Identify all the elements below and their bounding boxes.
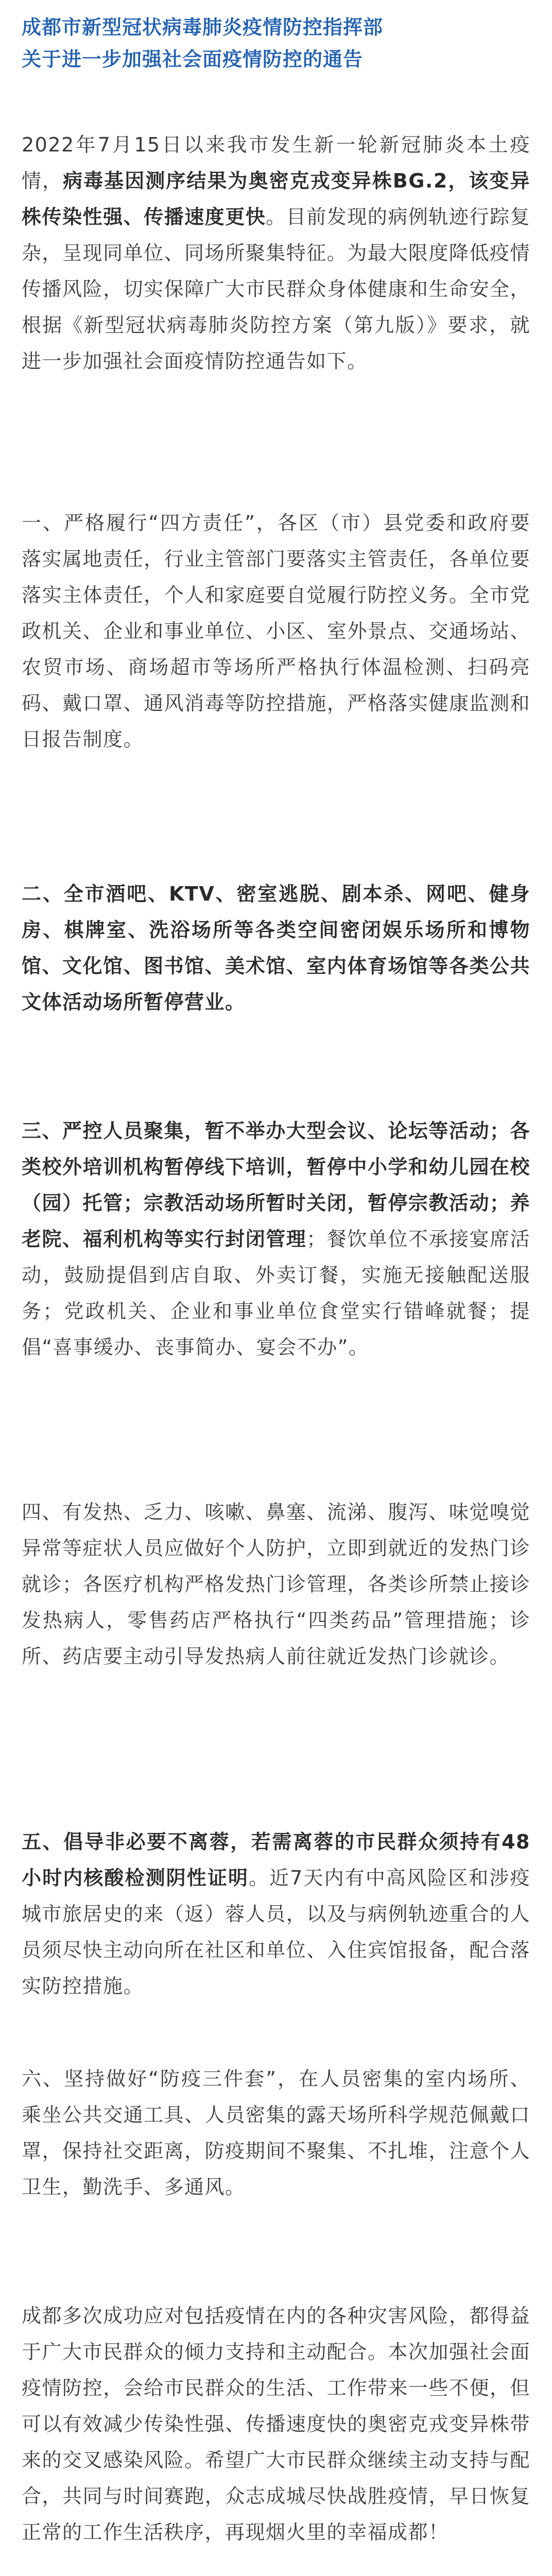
title-line-1: 成都市新型冠状病毒肺炎疫情防控指挥部	[22, 16, 384, 39]
item-six-paragraph: 六、坚持做好“防疫三件套”，在人员密集的室内场所、乘坐公共交通工具、人员密集的露天场所科学规范佩戴口罩，保持社交距离，防疫期间不聚集、不扎堆，注意个人卫生，勤洗手、多通风。	[22, 2067, 530, 2198]
intro-bold-text: 病毒基因测序结果为奥密克戎变异株BG.2，该变异株传染性强、传播速度更快	[22, 170, 530, 228]
item-four-paragraph: 四、有发热、乏力、咳嗽、鼻塞、流涕、腹泻、味觉嗅觉异常等症状人员应做好个人防护，立即到就近的发热门诊就诊；各医疗机构严格发热门诊管理，各类诊所禁止接诊发热病人，零售药店严格执行“四类药品”管理措施；诊所、药店要主动引导发热病人前往就近发热门诊就诊。	[22, 1501, 530, 1668]
notice-title	[22, 0, 530, 75]
item-three-bold-text: 三、严控人员聚集，暂不举办大型会议、论坛等活动；各类校外培训机构暂停线下培训，暂停中小学和幼儿园在校（园）托管；宗教活动场所暂时关闭，暂停宗教活动；养老院、福利机构等实行封闭管理	[22, 1120, 530, 1250]
closing-paragraph: 成都多次成功应对包括疫情在内的各种灾害风险，都得益于广大市民群众的倾力支持和主动配合。本次加强社会面疫情防控，会给市民群众的生活、工作带来一些不便，但可以有效减少传染性强、传播速度快的奥密克戎变异株带来的交叉感染风险。希望广大市民群众继续主动支持与配合，共同与时间赛跑，众志成城尽快战胜疫情，早日恢复正常的工作生活秩序，再现烟火里的幸福成都！	[22, 2304, 530, 2544]
item-three-text: ；餐饮单位不承接宴席活动，鼓励提倡到店自取、外卖订餐，实施无接触配送服务；党政机关、企业和事业单位食堂实行错峰就餐；提倡“喜事缓办、丧事简办、宴会不办”。	[22, 1228, 530, 1359]
title-line-2: 关于进一步加强社会面疫情防控的通告	[22, 48, 364, 71]
item-one-paragraph: 一、严格履行“四方责任”，各区（市）县党委和政府要落实属地责任，行业主管部门要落实主管责任，各单位要落实主体责任，个人和家庭要自觉履行防控义务。全市党政机关、企业和事业单位、小区、室外景点、交通场站、农贸市场、商场超市等场所严格执行体温检测、扫码亮码、戴口罩、通风消毒等防控措施，严格落实健康监测和日报告制度。	[22, 512, 530, 751]
item-five-bold-text: 五、倡导非必要不离蓉，若需离蓉的市民群众须持有48小时内核酸检测阴性证明	[22, 1831, 530, 1889]
item-three-paragraph	[22, 1113, 530, 1365]
item-five-paragraph	[22, 1824, 530, 2004]
item-five-text: 。近7天内有中高风险区和涉疫城市旅居史的来（返）蓉人员，以及与病例轨迹重合的人员须尽快主动向所在社区和单位、入住宾馆报备，配合落实防控措施。	[22, 1867, 530, 1997]
item-two-paragraph: 二、全市酒吧、KTV、密室逃脱、剧本杀、网吧、健身房、棋牌室、洗浴场所等各类空间密闭娱乐场所和博物馆、文化馆、图书馆、美术馆、室内体育场馆等各类公共文体活动场所暂停营业。	[22, 883, 530, 1013]
intro-text-2: 。目前发现的病例轨迹行踪复杂，呈现同单位、同场所聚集特征。为最大限度降低疫情传播风险，切实保障广大市民群众身体健康和生命安全，根据《新型冠状病毒肺炎防控方案（第九版）》要求，就进一步加强社会面疫情防控通告如下。	[22, 206, 530, 372]
intro-paragraph	[22, 127, 530, 379]
intro-text-1: 2022年7月15日以来我市发生新一轮新冠肺炎本土疫情，	[22, 133, 530, 192]
